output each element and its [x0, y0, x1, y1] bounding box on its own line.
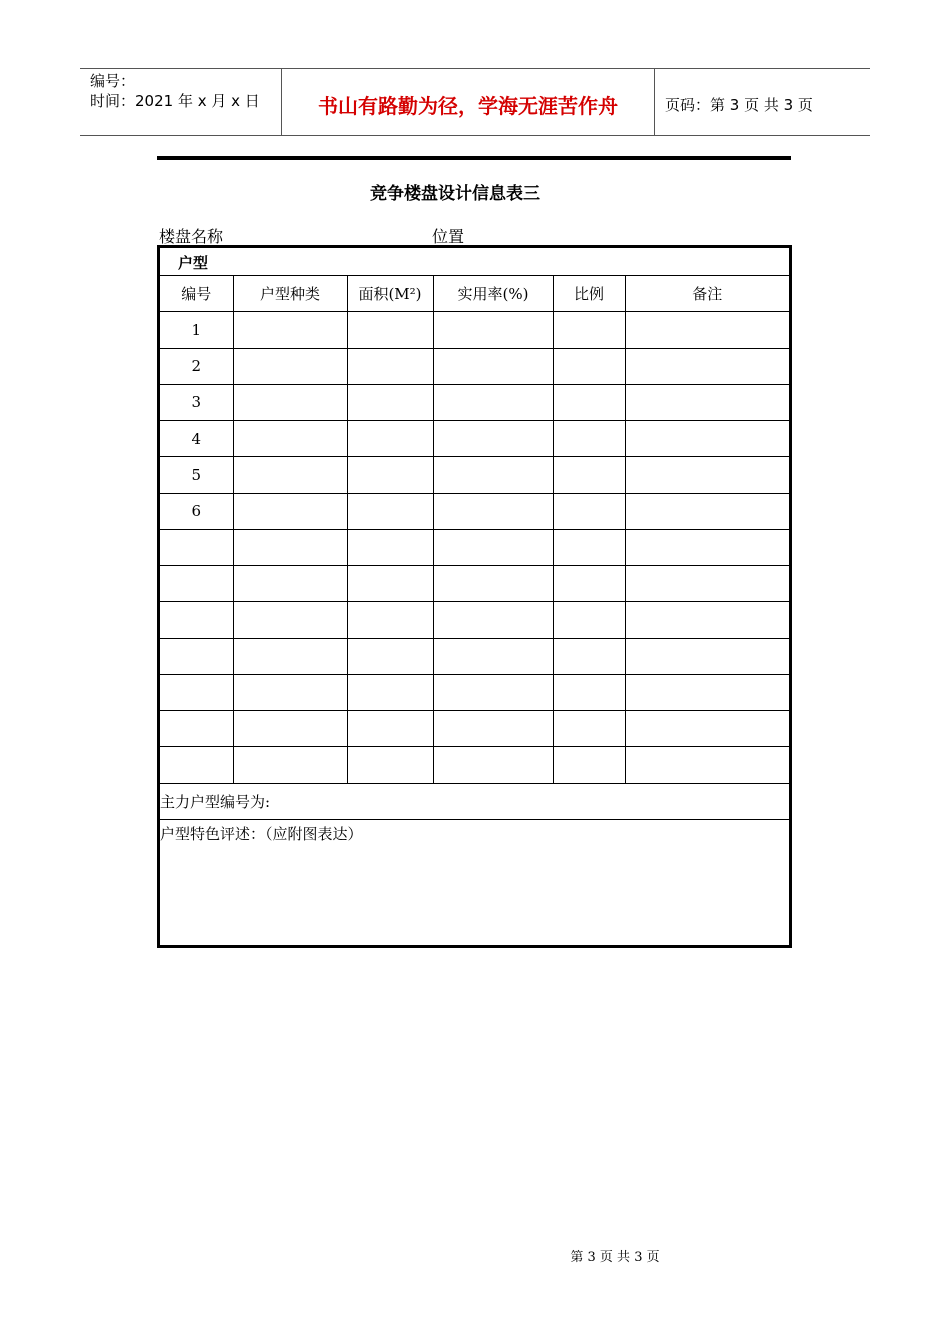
table-cell [625, 566, 789, 602]
table-cell [160, 747, 233, 783]
column-header: 比例 [553, 276, 625, 312]
table-cell [433, 529, 553, 565]
document-title: 竞争楼盘设计信息表三 [370, 184, 540, 204]
table-row [160, 529, 789, 565]
table-cell [347, 421, 433, 457]
table-cell [347, 602, 433, 638]
page-footer: 第 3 页 共 3 页 [570, 1250, 660, 1265]
unit-type-form [157, 245, 792, 948]
table-cell [553, 529, 625, 565]
time-label: 时间：2021 年 x 月 x 日 [90, 92, 260, 110]
table-cell [553, 312, 625, 348]
table-cell: 1 [160, 312, 233, 348]
table-cell [433, 457, 553, 493]
table-cell [160, 602, 233, 638]
table-cell [625, 493, 789, 529]
table-row [160, 602, 789, 638]
table-cell [433, 602, 553, 638]
table-cell: 2 [160, 348, 233, 384]
table-cell [625, 747, 789, 783]
table-cell [347, 384, 433, 420]
header-page-info: 页码：第 3 页 共 3 页 [665, 95, 813, 114]
table-cell [233, 348, 347, 384]
table-row [160, 638, 789, 674]
table-cell [625, 312, 789, 348]
table-cell [160, 566, 233, 602]
table-cell [433, 312, 553, 348]
table-cell [233, 457, 347, 493]
table-cell [625, 421, 789, 457]
table-cell [433, 674, 553, 710]
table-cell [160, 674, 233, 710]
table-cell [433, 747, 553, 783]
table-cell [625, 638, 789, 674]
table-cell [625, 384, 789, 420]
table-row [160, 348, 789, 384]
table-cell [553, 493, 625, 529]
table-cell [433, 566, 553, 602]
table-cell [433, 493, 553, 529]
table-cell [233, 638, 347, 674]
table-cell: 3 [160, 384, 233, 420]
table-cell [347, 348, 433, 384]
table-cell [160, 638, 233, 674]
table-cell [625, 674, 789, 710]
table-cell [347, 711, 433, 747]
table-cell [625, 348, 789, 384]
title-rule [157, 156, 791, 160]
table-cell: 4 [160, 421, 233, 457]
header-motto: 书山有路勤为径，学海无涯苦作舟 [282, 69, 655, 135]
table-cell [433, 711, 553, 747]
table-cell [160, 529, 233, 565]
table-cell [625, 602, 789, 638]
table-header-row [160, 276, 789, 312]
table-cell [233, 711, 347, 747]
table-cell [553, 674, 625, 710]
table-cell [160, 711, 233, 747]
table-cell [347, 457, 433, 493]
column-header: 实用率(%) [433, 276, 553, 312]
table-cell [233, 747, 347, 783]
property-name-label: 楼盘名称 [159, 227, 224, 246]
table-cell [553, 747, 625, 783]
table-cell [233, 602, 347, 638]
table-row [160, 312, 789, 348]
section-heading: 户型 [160, 248, 789, 276]
table-cell [433, 348, 553, 384]
header-left [80, 69, 282, 135]
column-header: 编号 [160, 276, 233, 312]
number-label: 编号： [90, 72, 136, 90]
table-cell: 6 [160, 493, 233, 529]
table-cell [233, 421, 347, 457]
table-cell [553, 457, 625, 493]
table-row [160, 384, 789, 420]
column-header: 备注 [625, 276, 789, 312]
table-cell [347, 529, 433, 565]
table-cell [553, 711, 625, 747]
table-cell [553, 421, 625, 457]
table-cell [233, 674, 347, 710]
table-cell [553, 638, 625, 674]
unit-type-table [160, 276, 789, 784]
table-cell: 5 [160, 457, 233, 493]
table-cell [233, 312, 347, 348]
page-header [80, 68, 870, 136]
table-cell [233, 529, 347, 565]
table-cell [553, 566, 625, 602]
table-row [160, 674, 789, 710]
table-cell [347, 747, 433, 783]
table-row [160, 566, 789, 602]
table-cell [625, 457, 789, 493]
unit-features-row: 户型特色评述：（应附图表达） [160, 825, 363, 843]
table-cell [433, 638, 553, 674]
table-cell [233, 384, 347, 420]
table-cell [347, 674, 433, 710]
table-row [160, 457, 789, 493]
table-cell [433, 421, 553, 457]
table-cell [553, 602, 625, 638]
table-row [160, 747, 789, 783]
table-row [160, 493, 789, 529]
main-unit-type-row: 主力户型编号为: [160, 783, 789, 820]
table-cell [625, 711, 789, 747]
column-header: 户型种类 [233, 276, 347, 312]
table-cell [625, 529, 789, 565]
table-row [160, 421, 789, 457]
table-cell [347, 566, 433, 602]
table-cell [347, 493, 433, 529]
table-cell [553, 384, 625, 420]
table-cell [347, 638, 433, 674]
table-cell [233, 566, 347, 602]
column-header: 面积(M²) [347, 276, 433, 312]
table-cell [347, 312, 433, 348]
location-label: 位置 [432, 227, 465, 246]
table-row [160, 711, 789, 747]
table-cell [233, 493, 347, 529]
table-cell [553, 348, 625, 384]
table-cell [433, 384, 553, 420]
